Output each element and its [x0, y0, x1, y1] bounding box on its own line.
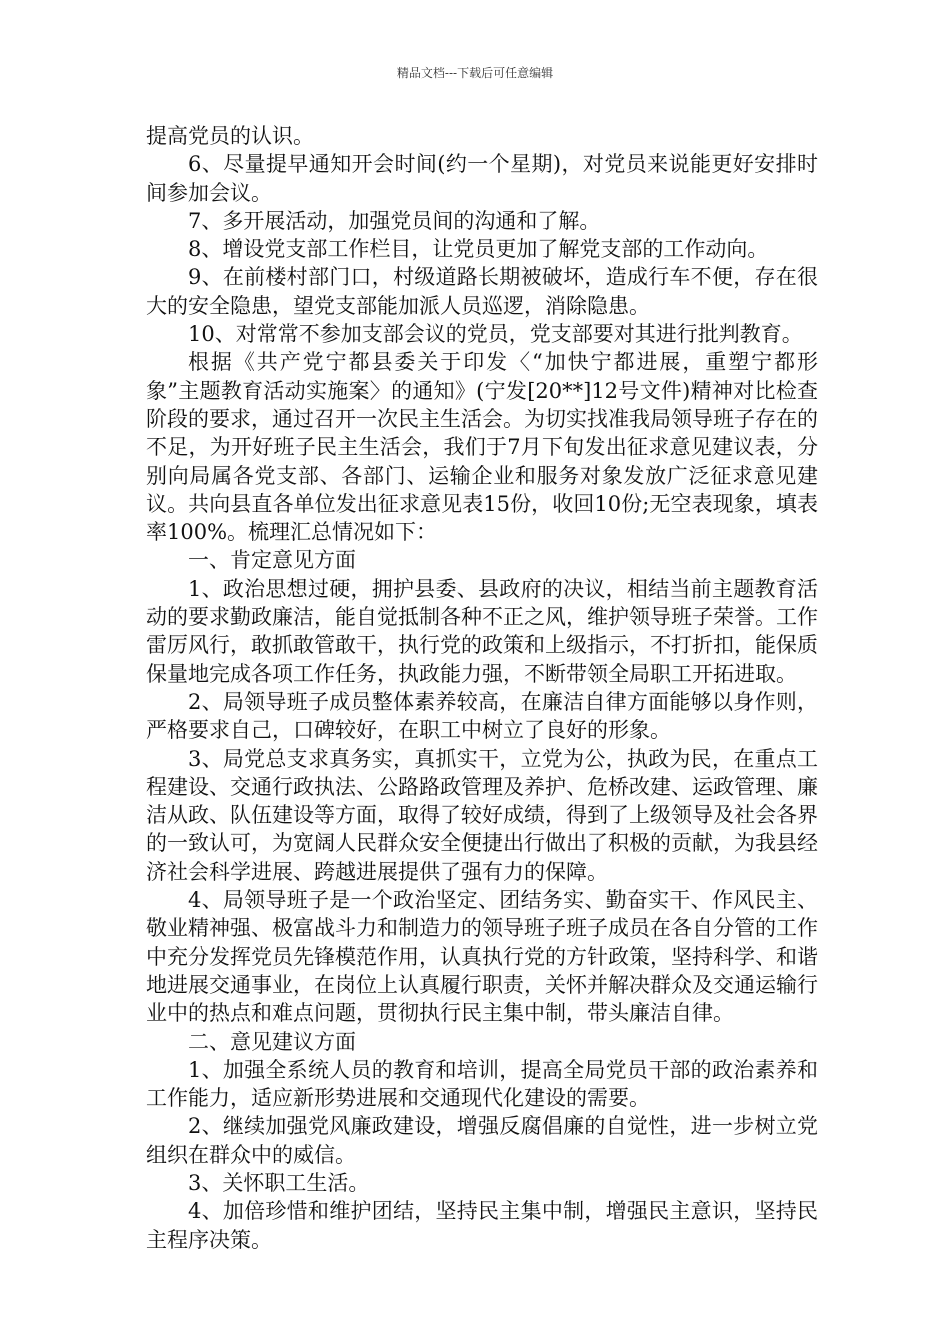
document-body	[146, 122, 818, 1254]
paragraph-affirm-4: 4、局领导班子是一个政治坚定、团结务实、勤奋实干、作风民主、敬业精神强、极富战斗力和制造力的领导班子班子成员在各自分管的工作中充分发挥党员先锋模范作用，认真执行党的方针政策，坚持科学、和谐地进展交通事业，在岗位上认真履行职责，关怀并解决群众及交通运输行业中的热点和难点问题，贯彻执行民主集中制，带头廉洁自律。	[146, 888, 818, 1026]
paragraph-suggest-1: 1、加强全系统人员的教育和培训，提高全局党员干部的政治素养和工作能力，适应新形势进展和交通现代化建设的需要。	[146, 1057, 818, 1111]
paragraph-affirm-2: 2、局领导班子成员整体素养较高，在廉洁自律方面能够以身作则，严格要求自己，口碑较好，在职工中树立了良好的形象。	[146, 689, 818, 743]
page-header: 精品文档---下载后可任意编辑	[396, 66, 554, 80]
paragraph-item-10: 10、对常常不参加支部会议的党员，党支部要对其进行批判教育。	[188, 322, 803, 347]
paragraph-continuation: 提高党员的认识。	[146, 124, 314, 148]
paragraph-item-8: 8、增设党支部工作栏目，让党员更加了解党支部的工作动向。	[188, 237, 769, 262]
paragraph-suggest-4: 4、加倍珍惜和维护团结，坚持民主集中制，增强民主意识，坚持民主程序决策。	[146, 1199, 818, 1252]
paragraph-intro: 根据《共产党宁都县委关于印发〈“加快宁都进展，重塑宁都形象”主题教育活动实施案〉的通知》(宁发[20**]12号文件)精神对比检查阶段的要求，通过召开一次民主生活会。为切实找准我局领导班子存在的不足，为开好班子民主生活会，我们于7月下旬发出征求意见建议表，分别向局属各党支部、各部门、运输企业和服务对象发放广泛征求意见建议。共向县直各单位发出征求意见表15份，收回10份;无空表现象，填表率100%。梳理汇总情况如下：	[146, 350, 818, 545]
paragraph-affirm-3: 3、局党总支求真务实，真抓实干，立党为公，执政为民，在重点工程建设、交通行政执法、公路路政管理及养护、危桥改建、运政管理、廉洁从政、队伍建设等方面，取得了较好成绩，得到了上级领导及社会各界的一致认可，为宽阔人民群众安全便捷出行做出了积极的贡献，为我县经济社会科学进展、跨越进展提供了强有力的保障。	[146, 746, 818, 884]
section-heading-suggestions: 二、意见建议方面	[188, 1029, 356, 1054]
paragraph-item-9: 9、在前楼村部门口，村级道路长期被破坏，造成行车不便，存在很大的安全隐患，望党支部能加派人员巡逻，消除隐患。	[146, 265, 818, 318]
paragraph-affirm-1: 1、政治思想过硬，拥护县委、县政府的决议，相结当前主题教育活动的要求勤政廉洁，能自觉抵制各种不正之风，维护领导班子荣誉。工作雷厉风行，敢抓敢管敢干，执行党的政策和上级指示，不打折扣，能保质保量地完成各项工作任务，执政能力强，不断带领全局职工开拓进取。	[146, 576, 818, 686]
paragraph-item-7: 7、多开展活动，加强党员间的沟通和了解。	[188, 208, 601, 233]
section-heading-affirmative: 一、肯定意见方面	[188, 548, 356, 573]
paragraph-item-6: 6、尽量提早通知开会时间(约一个星期)，对党员来说能更好安排时间参加会议。	[146, 152, 818, 205]
paragraph-suggest-2: 2、继续加强党风廉政建设，增强反腐倡廉的自觉性，进一步树立党组织在群众中的威信。	[146, 1114, 818, 1167]
paragraph-suggest-3: 3、关怀职工生活。	[188, 1170, 370, 1195]
